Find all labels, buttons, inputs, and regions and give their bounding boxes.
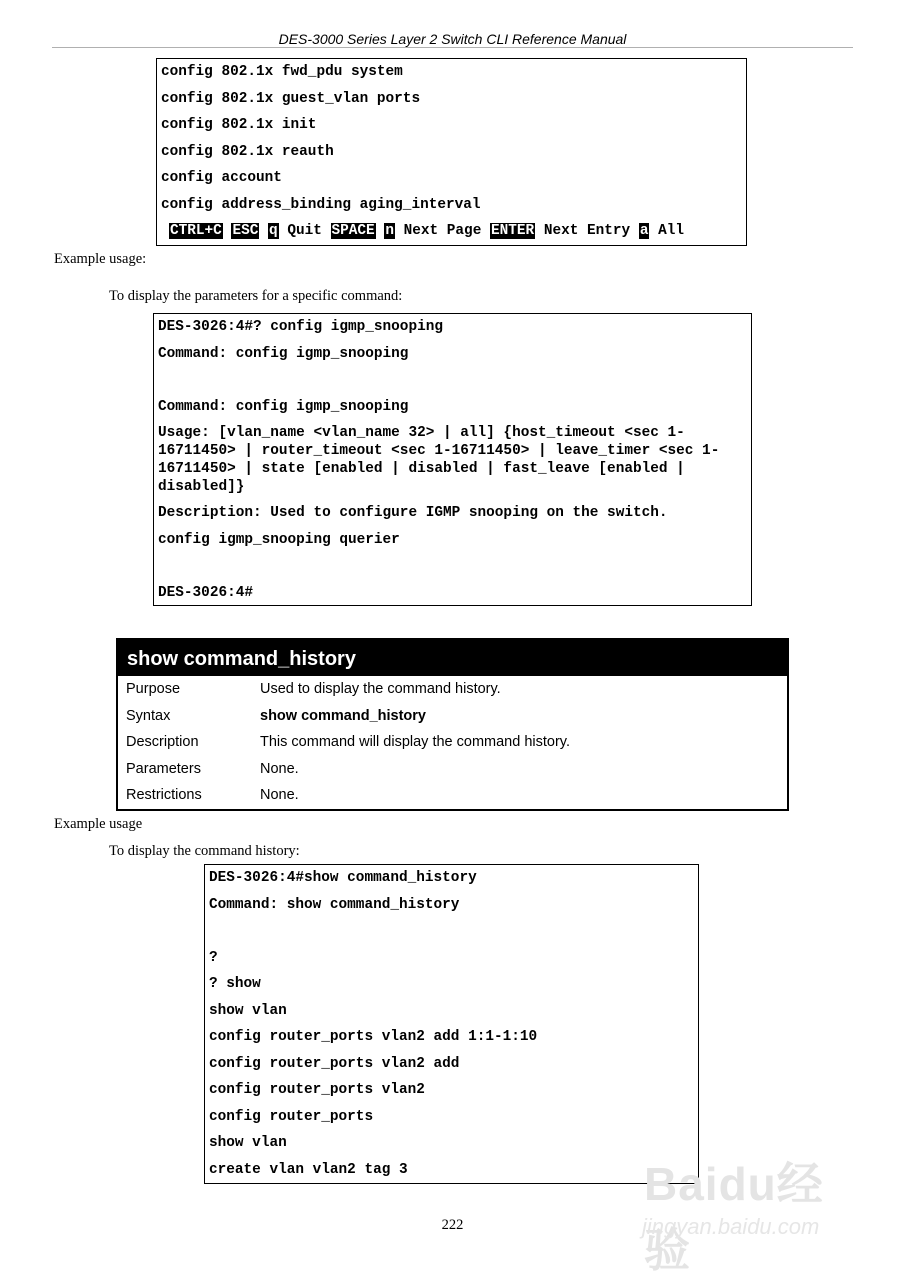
cli-blank-line [158,553,747,580]
key-label-next-page: Next Page [403,223,482,239]
key-label-next-entry: Next Entry [543,223,631,239]
row-value: This command will display the command history. [260,734,570,751]
row-value: None. [260,787,299,804]
command-table-row [118,782,787,809]
cli-line: config 802.1x fwd_pdu system [161,64,403,80]
page-number: 222 [441,1217,464,1233]
row-key: Description [126,734,199,751]
command-table-row [118,729,787,756]
key-esc: ESC [232,223,259,239]
cli-line: ? show [209,976,261,992]
key-space: SPACE [331,223,375,239]
cli-line: config address_binding aging_interval [161,196,481,213]
cli-box-command-history [204,864,699,1184]
command-table-row [118,676,787,703]
row-value: None. [260,760,299,777]
cli-line: config 802.1x guest_vlan ports [161,90,421,107]
cli-line: create vlan vlan2 tag 3 [209,1161,408,1178]
cli-line: DES-3026:4#show command_history [209,870,477,886]
cli-key-bar [161,218,742,245]
cli-blank-line [209,918,694,945]
example-usage-label: Example usage [54,816,143,832]
cli-line: config router_ports vlan2 add 1:1-1:10 [209,1029,538,1045]
cli-line: Command: config igmp_snooping [158,345,409,362]
command-table-row [118,703,787,730]
cli-line: config router_ports [209,1108,374,1125]
row-key: Syntax [126,707,171,724]
row-key: Restrictions [126,787,202,804]
command-table-title: show command_history [118,640,787,676]
cli-line: show vlan [209,1135,287,1151]
key-a: a [639,223,649,239]
cli-line: ? [209,949,218,966]
baidu-watermark [640,1148,855,1276]
cli-line: show vlan [209,1002,287,1019]
key-ctrl-c: CTRL+C [170,223,222,239]
key-q: q [269,223,278,239]
cli-line: config 802.1x reauth [161,143,334,160]
cli-line: DES-3026:4#? config igmp_snooping [158,319,443,335]
command-table-row [118,756,787,783]
example-description: To display the command history: [109,843,300,859]
row-value: show command_history [260,707,426,724]
key-n: n [385,223,394,239]
key-enter: ENTER [490,223,535,239]
row-value: Used to display the command history. [260,681,501,697]
watermark-url: jingyan.baidu.com [642,1214,820,1239]
cli-line: config router_ports vlan2 [209,1082,425,1098]
key-label-all: All [658,223,685,239]
page-header-title: DES-3000 Series Layer 2 Switch CLI Reference Manual [278,31,627,47]
header-rule [52,47,853,48]
cli-line: config igmp_snooping querier [158,531,400,548]
cli-line: config 802.1x init [161,117,317,133]
cli-blank-line [158,367,747,394]
cli-prompt: DES-3026:4# [158,584,253,601]
cli-line: config router_ports vlan2 add [209,1055,460,1072]
cli-line: Command: show command_history [209,896,460,913]
cli-line: config account [161,170,282,186]
example-description: To display the parameters for a specific command: [109,288,403,304]
command-table [116,638,789,811]
row-key: Parameters [126,760,201,777]
cli-line: Command: config igmp_snooping [158,398,409,415]
cli-box-igmp-help [153,313,752,606]
key-label-quit: Quit [287,223,322,239]
example-usage-label: Example usage: [54,251,147,267]
cli-usage-text: Usage: [vlan_name <vlan_name 32> | all] {host_timeout <sec 1-16711450> | router_timeout <sec 1-16711450> | leave_timer <sec 1-16711450> | state [enabled | disabled | fast_leave [enabled | disabled]} [158,425,720,495]
watermark-logo-text: Baidu经验 [644,1158,824,1276]
cli-box-command-list [156,58,747,246]
row-key: Purpose [126,681,181,697]
cli-line: Description: Used to configure IGMP snooping on the switch. [158,505,668,521]
